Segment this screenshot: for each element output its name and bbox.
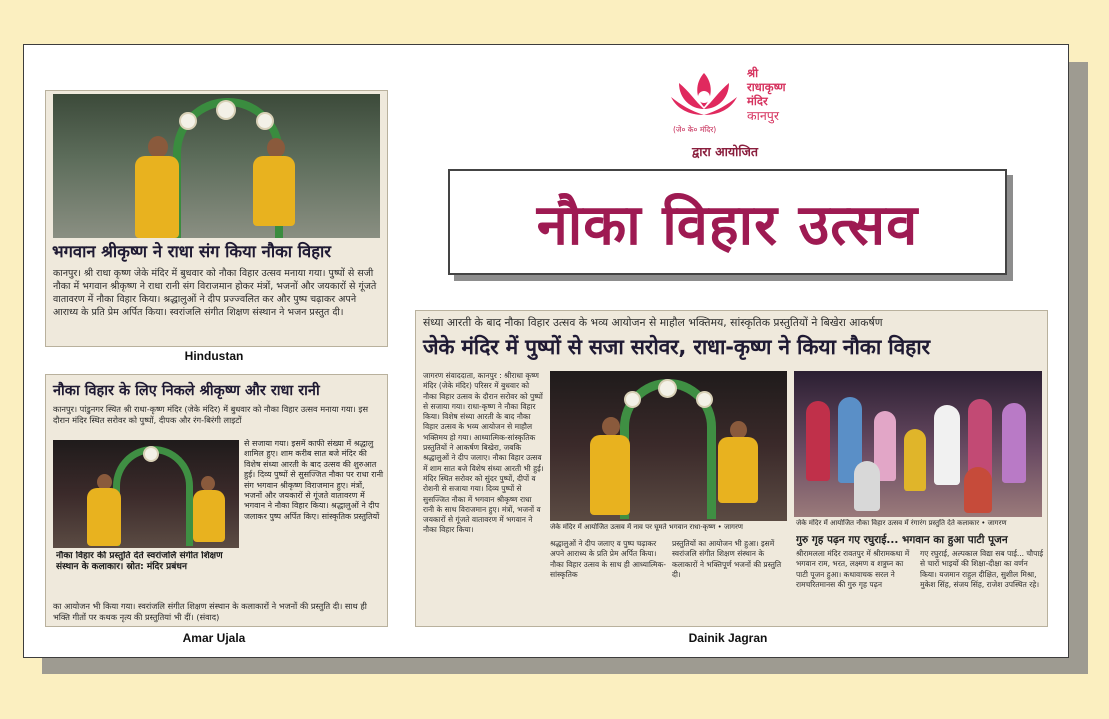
person-robe-shape: [253, 156, 295, 226]
dainik-jagran-photo2-caption: जेके मंदिर में आयोजित नौका विहार उत्सव में रंगारंग प्रस्तुति देते कलाकार • जागरण: [796, 519, 1007, 527]
dainik-jagran-photo-dancers: [794, 371, 1042, 517]
logo-emblem-label: (जे० के० मंदिर): [673, 125, 717, 134]
amar-ujala-headline: नौका विहार के लिए निकले श्रीकृष्ण और राधा रानी: [53, 383, 320, 399]
collage-board: [23, 44, 1069, 658]
flower-shape: [660, 381, 675, 396]
dainik-jagran-sub-headline: गुरु गृह पढ़न गए रघुराई... भगवान का हुआ पाटी पूजन: [796, 534, 1008, 546]
lotus-logo-icon: [669, 67, 739, 127]
event-title-box: [448, 169, 1007, 275]
person-robe-shape: [135, 156, 179, 238]
person-robe-shape: [590, 435, 630, 515]
hindustan-clipping: [45, 90, 388, 347]
dainik-jagran-column2: श्रद्धालुओं ने दीप जलाए व पुष्प चढ़ाकर अपने आराध्य के प्रति प्रेम अर्पित किया। नौका विहार उत्सव के साथ ही आध्यात्मिक-सांस्कृतिक: [550, 539, 666, 579]
person-robe-shape: [87, 488, 121, 546]
person-head-shape: [201, 476, 215, 491]
person-head-shape: [267, 138, 285, 158]
event-title: नौका विहार उत्सव: [536, 193, 919, 258]
flower-shape: [181, 114, 195, 128]
person-head-shape: [602, 417, 620, 436]
amar-ujala-column: से सजाया गया। इसमें काफी संख्या में श्रद्धालु शामिल हुए। शाम करीब सात बजे मंदिर की विशेष संध्या आरती के बाद उत्सव की शुरुआत हुई। दिव्य पुष्पों से सुसज्जित नौका पर राधा रानी संग भगवान श्रीकृष्ण विराजमान हुए। मंत्रों, भजनों और जयकारों से गूंजते वातावरण में भगवान ने नौका विहार किया। श्रद्धालुओं ने दीप जलाकर पुष्प अर्पित किए। सांस्कृतिक प्रस्तुतियों: [244, 439, 384, 521]
temple-logo: [669, 67, 809, 137]
dainik-jagran-column1: जागरण संवाददाता, कानपुर : श्रीराधा कृष्ण मंदिर (जेके मंदिर) परिसर में बुधवार को नौका विहार उत्सव के दौरान सरोवर को पुष्पों से सजाया गया। राधा-कृष्ण ने नौका विहार किया। विशेष संध्या आरती के बाद नौका विहार उत्सव के भव्य आयोजन से माहौल भक्तिमय हो गया। आध्यात्मिक-सांस्कृतिक प्रस्तुतियों ने आकर्षण बिखेरा, जबकि श्रद्धालुओं ने दीप जलाए। नौका विहार उत्सव में शाम सात बजे विशेष संध्या आरती भी हुई। मंदिर स्थित सरोवर को सुंदर पुष्पों, दीपों व रोशनी से सजाया गया। दिव्य पुष्पों से सुसज्जित नौका में भगवान श्रीकृष्ण राधा रानी के साथ विराजमान हुए। मंत्रों, भजनों व जयकारों से गूंजते वातावरण में भगवान ने नौका विहार किया।: [423, 371, 544, 535]
dancer-shape: [904, 429, 926, 491]
logo-line4: कानपुर: [747, 108, 779, 123]
hindustan-photo: [53, 94, 380, 238]
amar-ujala-photo: [53, 440, 239, 548]
dainik-jagran-headline: जेके मंदिर में पुष्पों से सजा सरोवर, राधा-कृष्ण ने किया नौका विहार: [423, 335, 930, 359]
dainik-jagran-column4: श्रीरामलला मंदिर रावतपुर में श्रीरामकथा में भगवान राम, भरत, लक्ष्मण व शत्रुघ्न का पाटी पूजन हुआ। कथावाचक सरल ने रामचरितमानस की गुरु गृह पढ़न: [796, 549, 910, 589]
dancer-shape: [1002, 403, 1026, 483]
hindustan-caption: Hindustan: [184, 349, 244, 363]
hindustan-headline: भगवान श्रीकृष्ण ने राधा संग किया नौका विहार: [52, 242, 332, 261]
person-robe-shape: [718, 437, 758, 503]
flower-shape: [145, 448, 157, 460]
flower-shape: [626, 393, 639, 406]
dainik-jagran-kicker: संध्या आरती के बाद नौका विहार उत्सव के भव्य आयोजन से माहौल भक्तिमय, सांस्कृतिक प्रस्तुतियों ने बिखेरा आकर्षण: [423, 316, 883, 329]
organized-by: द्वारा आयोजित: [692, 144, 759, 159]
dainik-jagran-photo1-caption: जेके मंदिर में आयोजित उत्सव में नाव पर घूमते भगवान राधा-कृष्ण • जागरण: [550, 523, 743, 531]
amar-ujala-lead: कानपुर। पांडुनगर स्थित श्री राधा-कृष्ण मंदिर (जेके मंदिर) में बुधवार को नौका विहार उत्सव मनाया गया। इस दौरान मंदिर स्थित सरोवर को पुष्पों, दीपक और रंग-बिरंगी लाइटों: [53, 404, 368, 425]
flower-shape: [698, 393, 711, 406]
floral-arch-shape: [113, 446, 193, 546]
amar-ujala-caption: Amar Ujala: [182, 631, 246, 645]
dainik-jagran-clipping: [415, 310, 1048, 627]
amar-ujala-tail: का आयोजन भी किया गया। स्वरांजलि संगीत शिक्षण संस्थान के कलाकारों ने भजनों की प्रस्तुति दी। साथ ही भक्ति गीतों पर कथक नृत्य की प्रस्तुतियां भी दीं। (संवाद): [53, 601, 367, 622]
logo-line2: राधाकृष्ण: [747, 80, 786, 94]
hindustan-body: कानपुर। श्री राधा कृष्ण जेके मंदिर में बुधवार को नौका विहार उत्सव मनाया गया। पुष्पों से सजी नौका में भगवान श्रीकृष्ण ने राधा रानी संग विराजमान होकर मंत्रों, भजनों और जयकारों से गूंजते वातावरण में नौका विहार किया। श्रद्धालुओं ने दीप प्रज्ज्वलित कर और पुष्प चढ़ाकर अपने आराध्य के प्रति प्रेम अर्पित किया। स्वरांजलि संगीत शिक्षण संस्थान ने भजन प्रस्तुत दी।: [53, 268, 377, 318]
flower-shape: [218, 102, 234, 118]
person-head-shape: [148, 136, 168, 158]
dancer-shape: [806, 401, 830, 481]
logo-line1: श्री: [747, 66, 759, 80]
dainik-jagran-column3: प्रस्तुतियों का आयोजन भी हुआ। इसमें स्वरांजलि संगीत शिक्षण संस्थान के कलाकारों ने भक्तिपूर्ण भजनों की प्रस्तुति दी।: [672, 539, 782, 579]
dainik-jagran-caption: Dainik Jagran: [688, 631, 768, 645]
dainik-jagran-photo-boat: [550, 371, 787, 521]
dancer-shape: [854, 461, 880, 511]
amar-ujala-clipping: [45, 374, 388, 627]
dainik-jagran-column5: गए रघुराई, अल्पकाल विद्या सब पाई... चौपाई से चारों भाइयों की शिक्षा-दीक्षा का वर्णन किया। यजमान राहुल दीक्षित, सुशील मिश्रा, मुकेश सिंह, संजय सिंह, राजेश उपस्थित रहे।: [920, 549, 1044, 589]
logo-line3: मंदिर: [747, 94, 768, 108]
person-robe-shape: [193, 490, 225, 542]
dancer-shape: [964, 467, 992, 513]
dancer-shape: [934, 405, 960, 485]
amar-ujala-photo-caption: नौका विहार की प्रस्तुति देते स्वरांजलि संगीत शिक्षण संस्थान के कलाकार। स्रोत: मंदिर प्रबंधन: [56, 551, 223, 572]
flower-shape: [258, 114, 272, 128]
